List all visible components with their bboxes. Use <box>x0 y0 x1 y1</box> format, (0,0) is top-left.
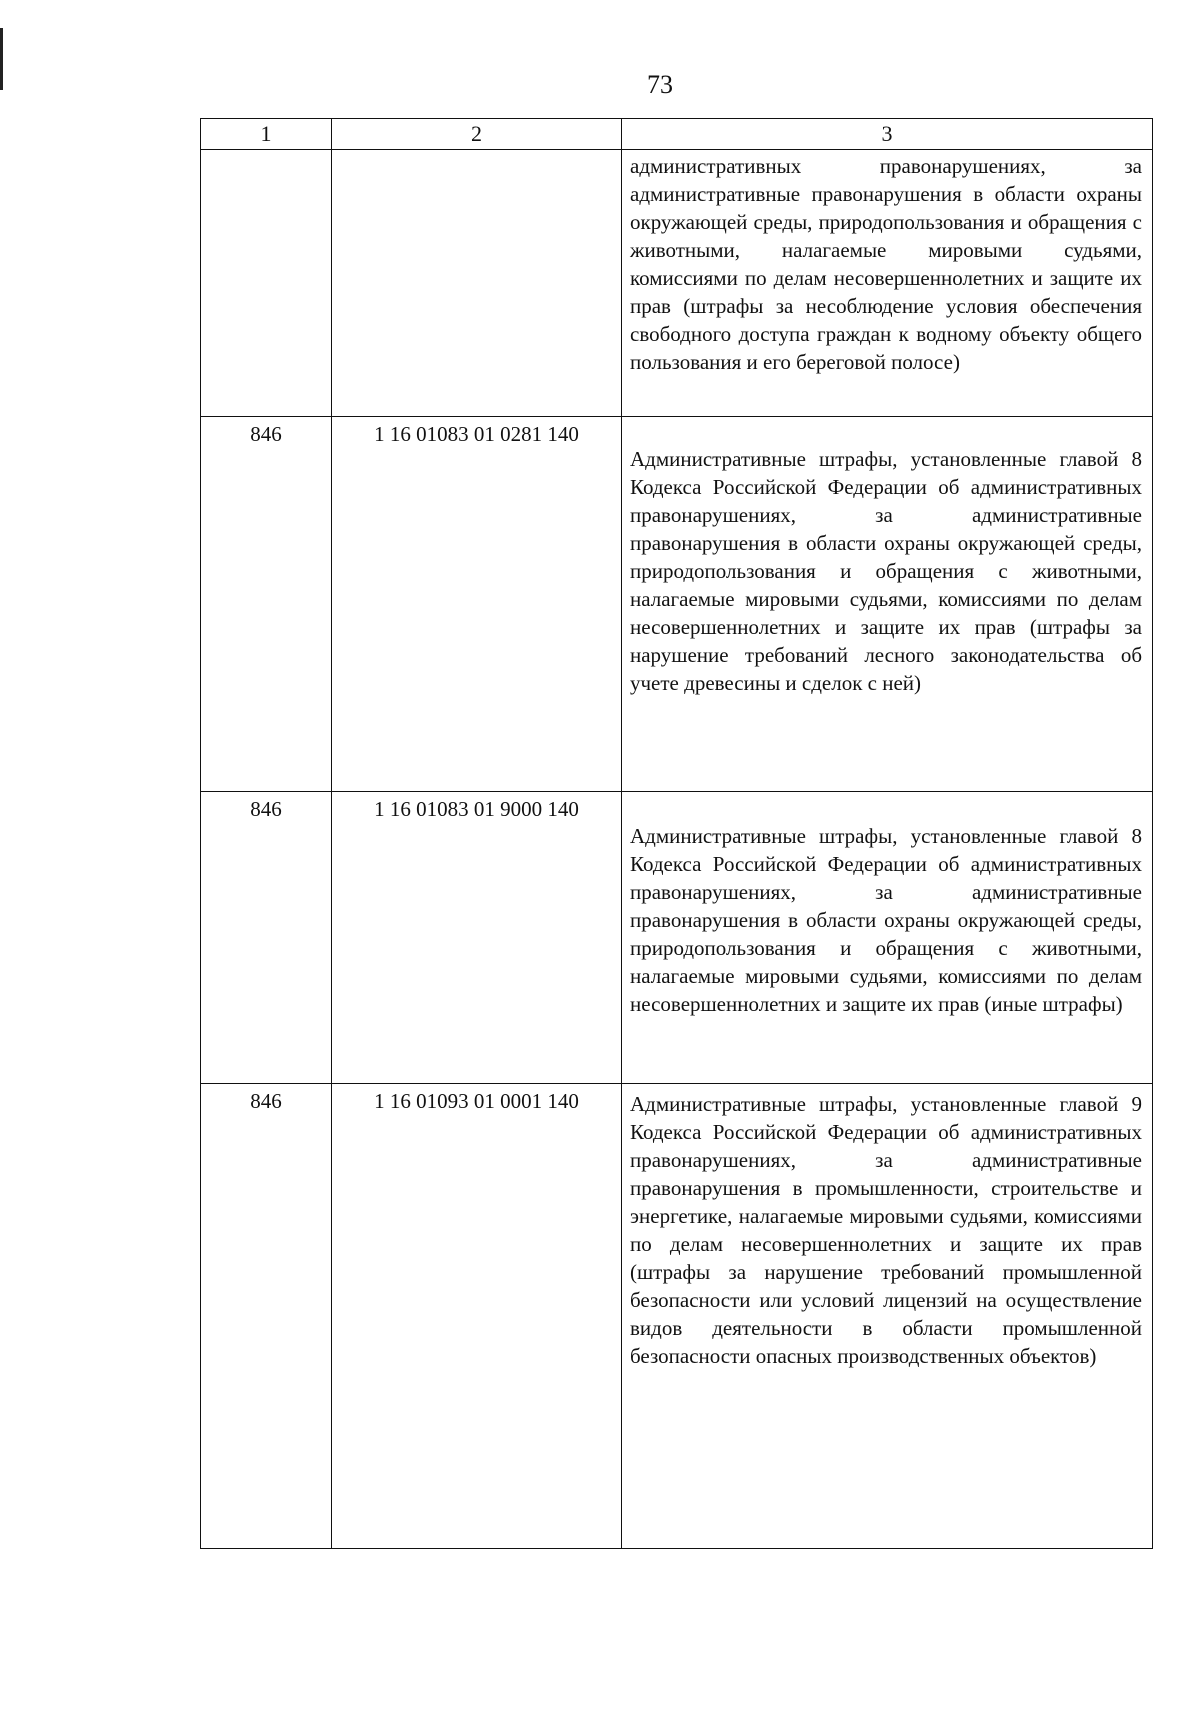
description-text: административных правонарушениях, за административные правонарушения в области охраны окружающей среды, природопользования и обращения с животными, налагаемые мировыми судьями, комиссиями по делам несовершеннолетних и защите их прав (штрафы за несоблюдение условия обеспечения свободного доступа граждан к водному объекту общего пользования и его береговой полосе) <box>630 154 1142 374</box>
page-number: 73 <box>647 70 673 99</box>
description-cell <box>622 1084 1153 1549</box>
column-header-3: 3 <box>622 119 1153 150</box>
table-header-row <box>201 119 1153 150</box>
scan-edge-mark <box>0 28 3 90</box>
kbk-code-cell: 1 16 01083 01 9000 140 <box>332 792 622 1084</box>
admin-code-cell: 846 <box>201 417 332 792</box>
kbk-code-cell <box>332 150 622 417</box>
table-row <box>201 1084 1153 1549</box>
kbk-code-cell: 1 16 01083 01 0281 140 <box>332 417 622 792</box>
description-text: Административные штрафы, установленные главой 8 Кодекса Российской Федерации об административных правонарушениях, за административные правонарушения в области охраны окружающей среды, природопользования и обращения с животными, налагаемые мировыми судьями, комиссиями по делам несовершеннолетних и защите их прав (штрафы за нарушение требований лесного законодательства об учете древесины и сделок с ней) <box>630 447 1142 695</box>
revenue-codes-table <box>200 118 1153 1549</box>
column-header-2: 2 <box>332 119 622 150</box>
table-row <box>201 150 1153 417</box>
table-row <box>201 792 1153 1084</box>
description-text: Административные штрафы, установленные главой 8 Кодекса Российской Федерации об административных правонарушениях, за административные правонарушения в области охраны окружающей среды, природопользования и обращения с животными, налагаемые мировыми судьями, комиссиями по делам несовершеннолетних и защите их прав (иные штрафы) <box>630 824 1142 1016</box>
description-cell <box>622 417 1153 792</box>
description-cell <box>622 792 1153 1084</box>
admin-code-cell: 846 <box>201 792 332 1084</box>
table-row <box>201 417 1153 792</box>
kbk-code-cell: 1 16 01093 01 0001 140 <box>332 1084 622 1549</box>
admin-code-cell <box>201 150 332 417</box>
admin-code-cell: 846 <box>201 1084 332 1549</box>
description-text: Административные штрафы, установленные главой 9 Кодекса Российской Федерации об административных правонарушениях, за административные правонарушения в промышленности, строительстве и энергетике, налагаемые мировыми судьями, комиссиями по делам несовершеннолетних и защите их прав (штрафы за нарушение требований промышленной безопасности или условий лицензий на осуществление видов деятельности в области промышленной безопасности опасных производственных объектов) <box>630 1092 1142 1368</box>
column-header-1: 1 <box>201 119 332 150</box>
description-cell <box>622 150 1153 417</box>
